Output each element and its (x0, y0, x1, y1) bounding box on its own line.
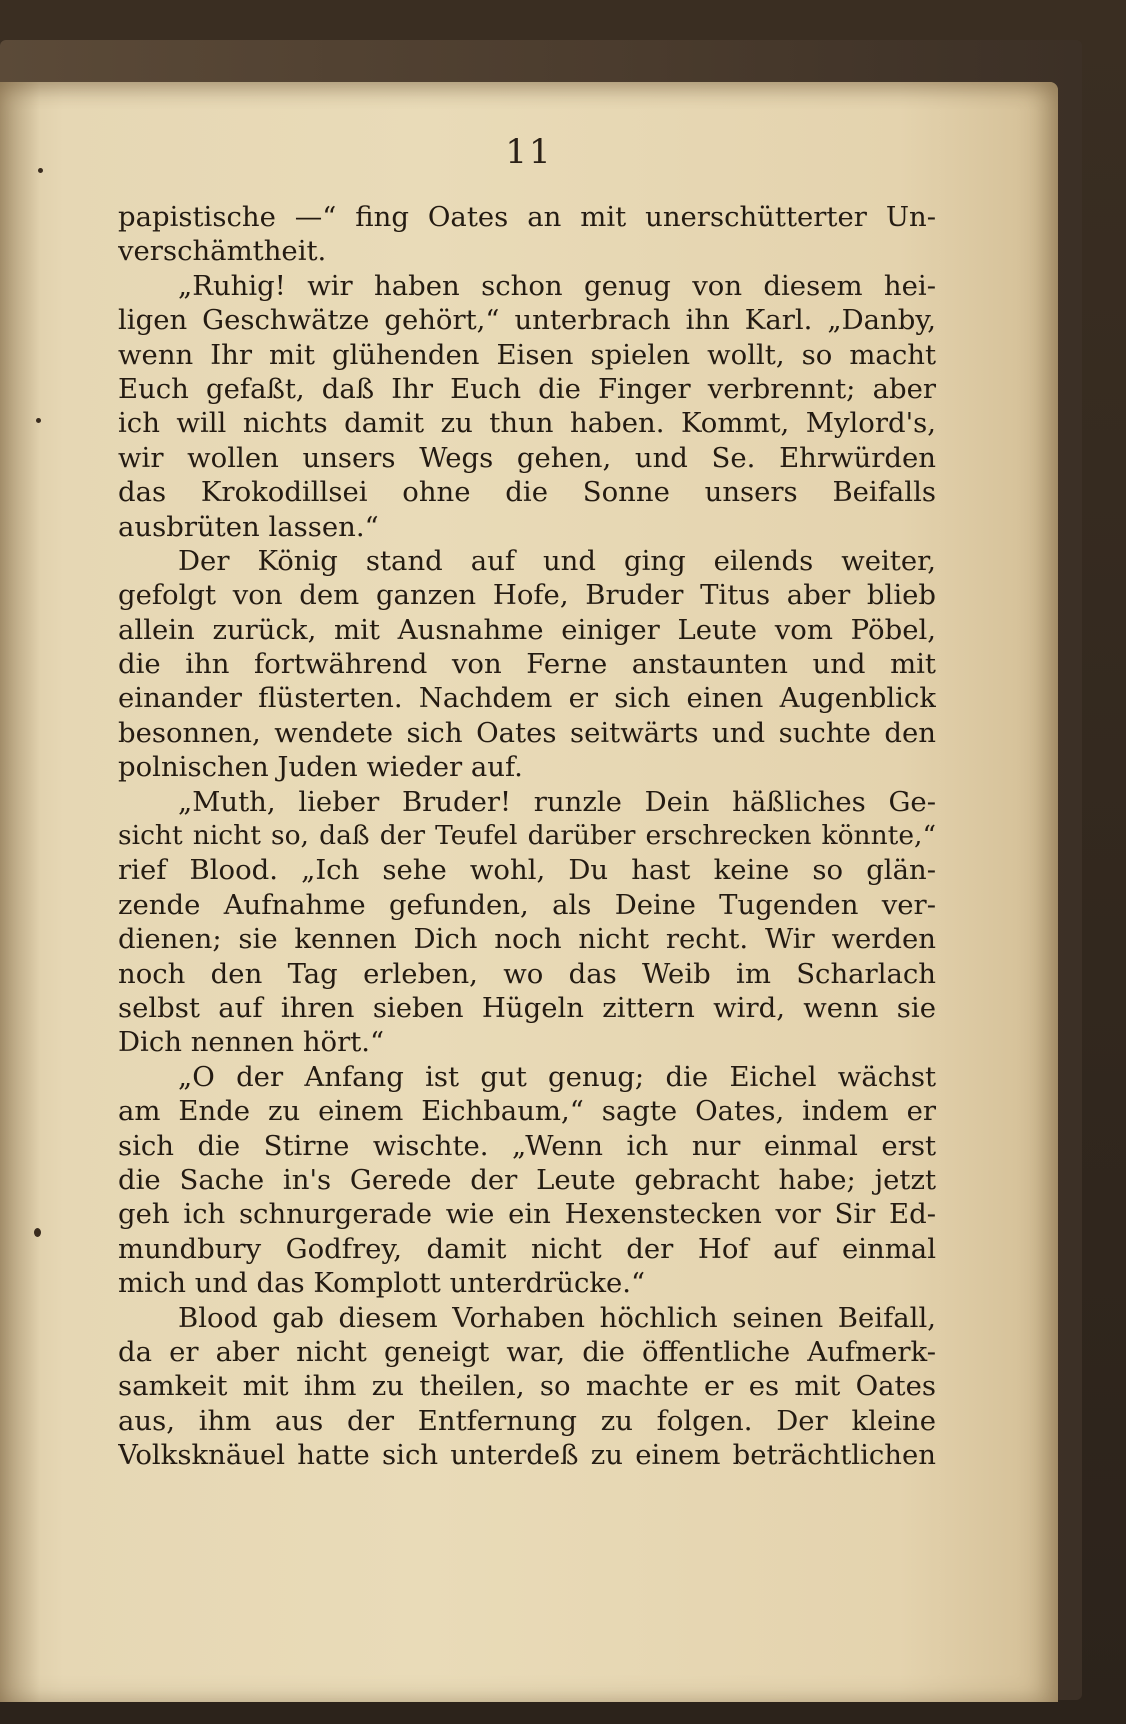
text-line: besonnen, wendete sich Oates seitwärts und suchte den (118, 716, 936, 749)
text-line: „Muth, lieber Bruder! runzle Dein häßliches Ge- (178, 785, 936, 818)
text-line: einander flüsterten. Nachdem er sich einen Augenblick (118, 682, 936, 715)
text-line: Dich nennen hört.“ (118, 1026, 385, 1059)
text-line: mundbury Godfrey, damit nicht der Hof auf einmal (118, 1232, 936, 1265)
text-line: selbst auf ihren sieben Hügeln zittern wird, wenn sie (118, 991, 936, 1024)
text-line: Volksknäuel hatte sich unterdeß zu einem beträchtlichen (118, 1439, 936, 1472)
text-line: polnischen Juden wieder auf. (118, 751, 523, 784)
text-line: gefolgt von dem ganzen Hofe, Bruder Titus aber blieb (118, 579, 936, 612)
text-line: wenn Ihr mit glühenden Eisen spielen wollt, so macht (118, 338, 936, 371)
text-line: „Ruhig! wir haben schon genug von diesem hei- (178, 269, 936, 302)
text-line: aus, ihm aus der Entfernung zu folgen. Der kleine (118, 1404, 936, 1437)
book-page (0, 82, 1058, 1702)
text-line: „O der Anfang ist gut genug; die Eichel wächst (178, 1060, 936, 1093)
text-line: wir wollen unsers Wegs gehen, und Se. Ehrwürden (118, 441, 936, 474)
text-line: Euch gefaßt, daß Ihr Euch die Finger verbrennt; aber (118, 372, 936, 405)
text-line: ligen Geschwätze gehört,“ unterbrach ihn Karl. „Danby, (118, 304, 936, 337)
text-line: sicht nicht so, daß der Teufel darüber erschrecken könnte,“ (118, 820, 936, 852)
text-line: geh ich schnurgerade wie ein Hexenstecken vor Sir Ed- (118, 1198, 936, 1231)
text-line: noch den Tag erleben, wo das Weib im Scharlach (118, 957, 936, 990)
text-line: papistische —“ fing Oates an mit unerschütterter Un- (118, 201, 936, 233)
text-line: ausbrüten lassen.“ (118, 510, 379, 543)
margin-speck (34, 1228, 41, 1237)
margin-speck (38, 168, 43, 173)
text-line: mich und das Komplott unterdrücke.“ (118, 1267, 646, 1300)
text-line: rief Blood. „Ich sehe wohl, Du hast keine so glän- (118, 854, 936, 887)
text-line: sich die Stirne wischte. „Wenn ich nur einmal erst (118, 1129, 936, 1162)
text-line: das Krokodillsei ohne die Sonne unsers Beifalls (118, 476, 936, 509)
text-line: samkeit mit ihm zu theilen, so machte er es mit Oates (118, 1370, 936, 1403)
text-line: da er aber nicht geneigt war, die öffentliche Aufmerk- (118, 1335, 936, 1368)
text-line: zende Aufnahme gefunden, als Deine Tugenden ver- (118, 888, 936, 921)
body-text (118, 200, 936, 1472)
spine-shadow (0, 82, 40, 1702)
text-line: ich will nichts damit zu thun haben. Kommt, Mylord's, (118, 407, 936, 440)
text-line: Der König stand auf und ging eilends weiter, (178, 544, 936, 577)
text-line: die ihn fortwährend von Ferne anstaunten und mit (118, 648, 936, 681)
text-line: die Sache in's Gerede der Leute gebracht habe; jetzt (118, 1163, 936, 1196)
text-line: Blood gab diesem Vorhaben höchlich seinen Beifall, (178, 1301, 936, 1334)
text-line: allein zurück, mit Ausnahme einiger Leute vom Pöbel, (118, 613, 936, 646)
text-line: verschämtheit. (118, 235, 327, 268)
margin-speck (36, 418, 41, 423)
text-line: am Ende zu einem Eichbaum,“ sagte Oates, indem er (118, 1095, 936, 1128)
text-line: dienen; sie kennen Dich noch nicht recht. Wir werden (118, 923, 936, 956)
page-number: 11 (505, 132, 553, 172)
